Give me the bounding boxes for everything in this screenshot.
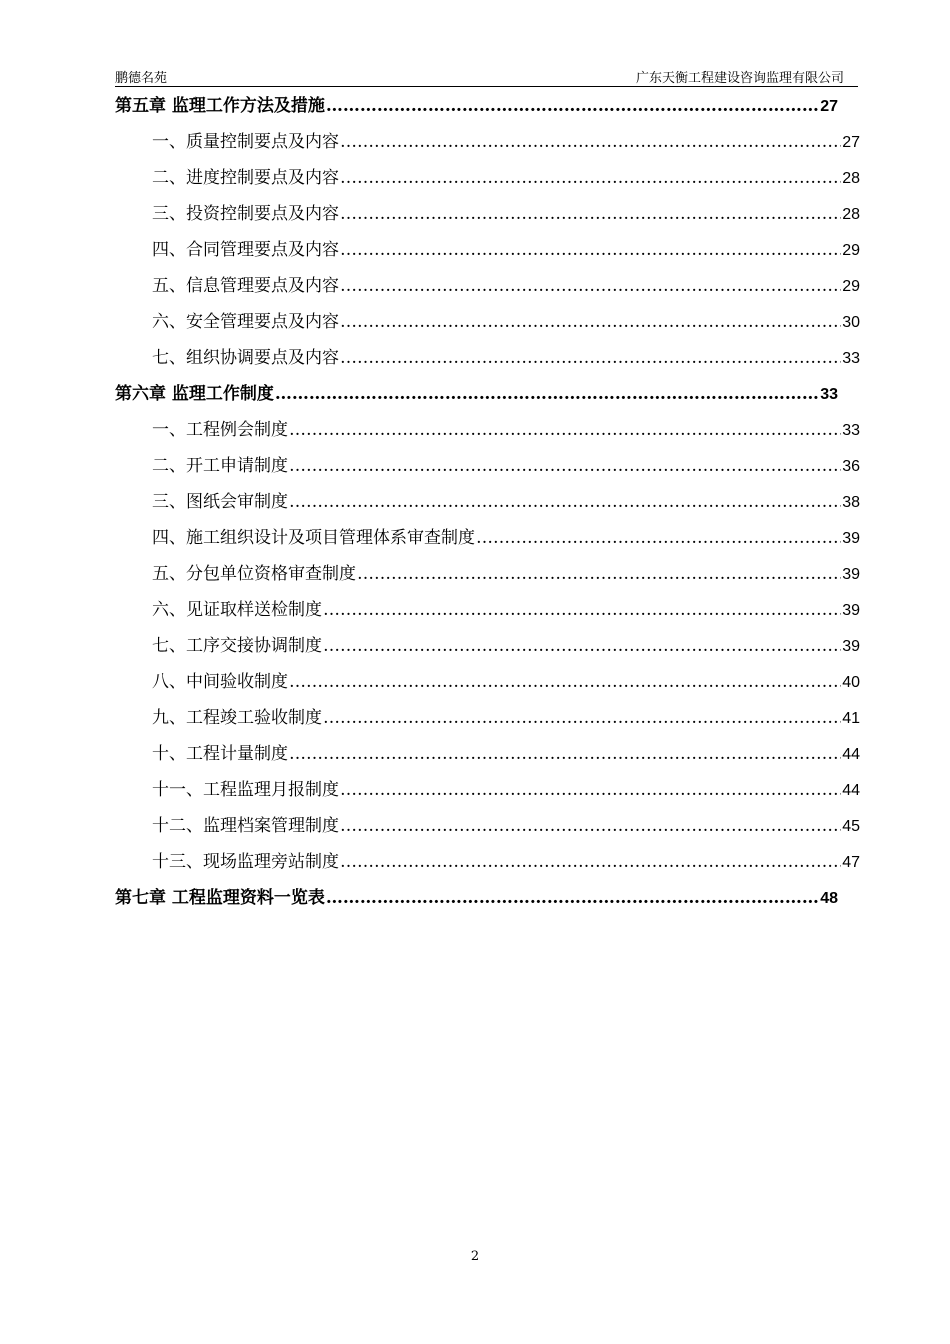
table-of-contents	[115, 90, 860, 918]
toc-entry-page: 29	[842, 278, 860, 295]
toc-section-entry[interactable]	[115, 306, 860, 342]
toc-entry-title: 四、施工组织设计及项目管理体系审查制度	[152, 528, 475, 548]
toc-entry-title: 一、质量控制要点及内容	[152, 132, 339, 152]
toc-leader-dots	[340, 306, 841, 338]
toc-entry-title: 一、工程例会制度	[152, 420, 288, 440]
toc-leader-dots	[275, 378, 819, 410]
toc-entry-title: 三、投资控制要点及内容	[152, 204, 339, 224]
toc-entry-title: 六、安全管理要点及内容	[152, 312, 339, 332]
toc-section-entry[interactable]	[115, 162, 860, 198]
toc-entry-page: 27	[820, 98, 838, 115]
toc-section-entry[interactable]	[115, 594, 860, 630]
toc-entry-title: 十三、现场监理旁站制度	[152, 852, 339, 872]
toc-entry-page: 39	[842, 530, 860, 547]
toc-entry-page: 39	[842, 566, 860, 583]
toc-section-entry[interactable]	[115, 486, 860, 522]
toc-entry-title: 十二、监理档案管理制度	[152, 816, 339, 836]
page-header	[115, 66, 858, 87]
toc-section-entry[interactable]	[115, 630, 860, 666]
toc-section-entry[interactable]	[115, 342, 860, 378]
toc-entry-title: 四、合同管理要点及内容	[152, 240, 339, 260]
toc-section-entry[interactable]	[115, 450, 860, 486]
toc-entry-title: 第七章 工程监理资料一览表	[115, 888, 325, 908]
toc-entry-page: 30	[842, 314, 860, 331]
toc-entry-page: 33	[842, 422, 860, 439]
toc-section-entry[interactable]	[115, 414, 860, 450]
toc-leader-dots	[289, 738, 841, 770]
page-number: 2	[470, 1249, 480, 1264]
toc-section-entry[interactable]	[115, 702, 860, 738]
toc-leader-dots	[326, 882, 819, 914]
toc-section-entry[interactable]	[115, 810, 860, 846]
toc-chapter-entry[interactable]	[115, 882, 860, 918]
toc-section-entry[interactable]	[115, 558, 860, 594]
toc-entry-page: 40	[842, 674, 860, 691]
toc-entry-page: 36	[842, 458, 860, 475]
toc-section-entry[interactable]	[115, 270, 860, 306]
toc-leader-dots	[340, 270, 841, 302]
toc-leader-dots	[357, 558, 841, 590]
toc-leader-dots	[323, 702, 841, 734]
toc-entry-title: 第五章 监理工作方法及措施	[115, 96, 325, 116]
toc-leader-dots	[323, 594, 841, 626]
header-company-name: 广东天衡工程建设咨询监理有限公司	[635, 71, 844, 86]
toc-chapter-entry[interactable]	[115, 90, 860, 126]
toc-leader-dots	[340, 846, 841, 878]
toc-entry-title: 十、工程计量制度	[152, 744, 288, 764]
toc-leader-dots	[289, 666, 841, 698]
toc-section-entry[interactable]	[115, 738, 860, 774]
toc-leader-dots	[340, 162, 841, 194]
toc-leader-dots	[323, 630, 841, 662]
toc-section-entry[interactable]	[115, 234, 860, 270]
toc-entry-title: 十一、工程监理月报制度	[152, 780, 339, 800]
toc-chapter-entry[interactable]	[115, 378, 860, 414]
toc-section-entry[interactable]	[115, 522, 860, 558]
toc-entry-page: 29	[842, 242, 860, 259]
toc-entry-page: 33	[842, 350, 860, 367]
toc-entry-page: 47	[842, 854, 860, 871]
toc-section-entry[interactable]	[115, 198, 860, 234]
toc-leader-dots	[340, 774, 841, 806]
toc-entry-title: 五、分包单位资格审查制度	[152, 564, 356, 584]
toc-entry-title: 二、开工申请制度	[152, 456, 288, 476]
toc-entry-page: 48	[820, 890, 838, 907]
toc-leader-dots	[340, 234, 841, 266]
toc-entry-title: 二、进度控制要点及内容	[152, 168, 339, 188]
toc-leader-dots	[326, 90, 819, 122]
toc-section-entry[interactable]	[115, 666, 860, 702]
toc-entry-page: 39	[842, 602, 860, 619]
header-project-name: 鹏德名苑	[115, 71, 168, 86]
toc-leader-dots	[340, 342, 841, 374]
toc-entry-page: 39	[842, 638, 860, 655]
toc-entry-title: 八、中间验收制度	[152, 672, 288, 692]
toc-entry-page: 28	[842, 170, 860, 187]
toc-section-entry[interactable]	[115, 774, 860, 810]
toc-entry-title: 六、见证取样送检制度	[152, 600, 322, 620]
toc-entry-title: 七、组织协调要点及内容	[152, 348, 339, 368]
toc-leader-dots	[289, 414, 841, 446]
toc-leader-dots	[289, 450, 841, 482]
toc-entry-page: 38	[842, 494, 860, 511]
toc-entry-page: 33	[820, 386, 838, 403]
toc-entry-page: 44	[842, 782, 860, 799]
toc-leader-dots	[340, 810, 841, 842]
toc-entry-page: 28	[842, 206, 860, 223]
toc-entry-page: 27	[842, 134, 860, 151]
toc-leader-dots	[340, 126, 841, 158]
toc-entry-page: 41	[842, 710, 860, 727]
toc-entry-title: 第六章 监理工作制度	[115, 384, 274, 404]
toc-leader-dots	[289, 486, 841, 518]
toc-entry-page: 45	[842, 818, 860, 835]
toc-entry-page: 44	[842, 746, 860, 763]
toc-leader-dots	[476, 522, 841, 554]
toc-entry-title: 九、工程竣工验收制度	[152, 708, 322, 728]
toc-leader-dots	[340, 198, 841, 230]
toc-section-entry[interactable]	[115, 846, 860, 882]
toc-section-entry[interactable]	[115, 126, 860, 162]
toc-entry-title: 五、信息管理要点及内容	[152, 276, 339, 296]
toc-entry-title: 七、工序交接协调制度	[152, 636, 322, 656]
toc-entry-title: 三、图纸会审制度	[152, 492, 288, 512]
